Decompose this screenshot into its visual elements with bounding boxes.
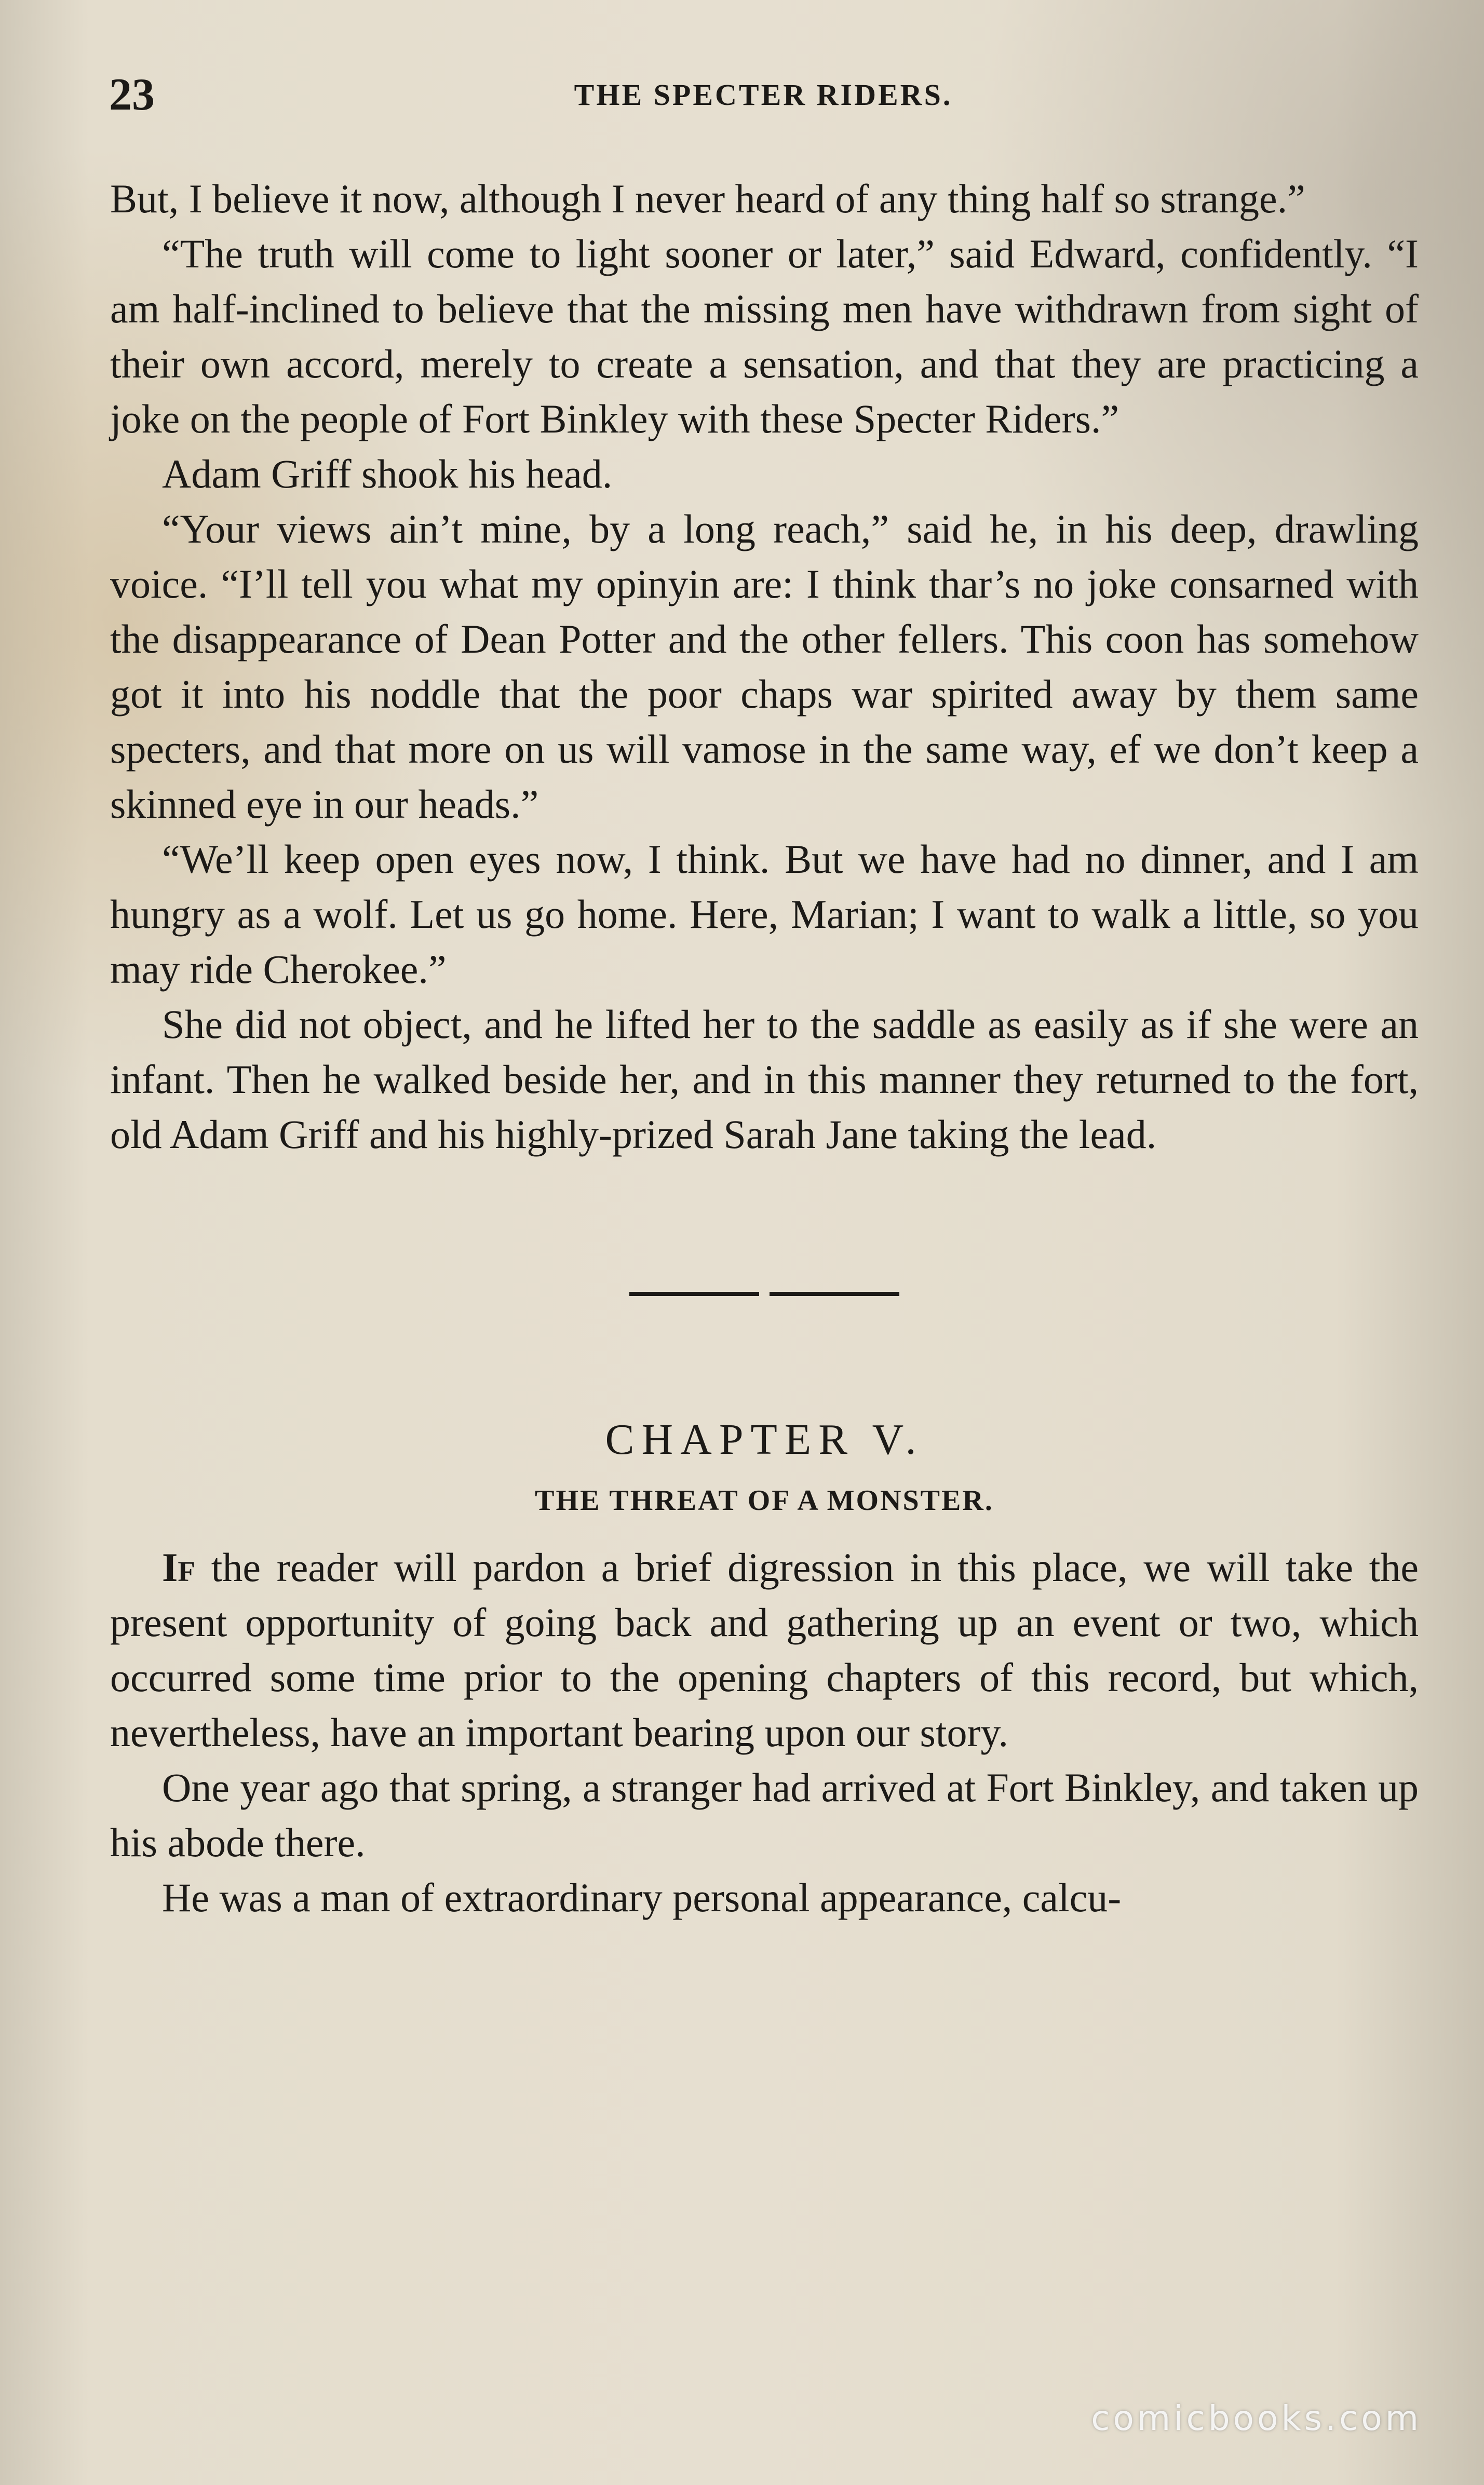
paragraph: Adam Griff shook his head. <box>162 451 613 496</box>
paragraph-continued: But, I believe it now, although I never heard of any thing half so strange.” <box>110 176 1305 221</box>
paragraph: One year ago that spring, a stranger had arrived at Fort Binkley, and taken up his abode there. <box>110 1765 1419 1865</box>
lead-word: If <box>162 1545 195 1590</box>
paragraph: “We’ll keep open eyes now, I think. But we have had no dinner, and I am hungry as a wolf. Let us go home. Here, Marian; I want to walk a little, so you may ride Cherokee.” <box>110 836 1419 992</box>
body-text <box>110 171 1419 1925</box>
paragraph: She did not object, and he lifted her to the saddle as easily as if she were an infant. Then he walked beside her, and in this manner they returned to the fort, old Adam Griff and his highly-prized Sarah Jane taking the lead. <box>110 1002 1419 1157</box>
watermark: comicbooks.com <box>1091 2398 1422 2438</box>
running-head: THE SPECTER RIDERS. <box>574 78 953 112</box>
paragraph: “Your views ain’t mine, by a long reach,” said he, in his deep, drawling voice. “I’ll tell you what my opinyin are: I think thar’s no joke consarned with the disappearance of Dean Potter and the other fellers. This coon has somehow got it into his noddle that the poor chaps war spirited away by them same specters, and that more on us will vamose in the same way, ef we don’t keep a skinned eye in our heads.” <box>110 506 1419 827</box>
chapter-first-paragraph <box>110 1540 1419 1760</box>
page-number: 23 <box>109 70 155 120</box>
first-paragraph-text: the reader will pardon a brief digression in this place, we will take the present opportunity of going back and gathering up an event or two, which occurred some time prior to the opening chapters of this record, but which, nevertheless, have an important bearing upon our story. <box>110 1545 1419 1755</box>
paragraph: He was a man of extraordinary personal appearance, calcu- <box>162 1875 1122 1920</box>
divider-rule-right <box>770 1292 899 1296</box>
chapter-title: CHAPTER V. <box>605 1415 924 1464</box>
chapter-subtitle: THE THREAT OF A MONSTER. <box>535 1484 994 1517</box>
paragraph: “The truth will come to light sooner or later,” said Edward, confidently. “I am half-inclined to believe that the missing men have withdrawn from sight of their own accord, merely to create a sensation, and that they are practicing a joke on the people of Fort Binkley with these Specter Riders.” <box>110 231 1419 441</box>
section-divider <box>629 1292 899 1296</box>
divider-rule-left <box>629 1292 759 1296</box>
page-header <box>109 66 1418 124</box>
